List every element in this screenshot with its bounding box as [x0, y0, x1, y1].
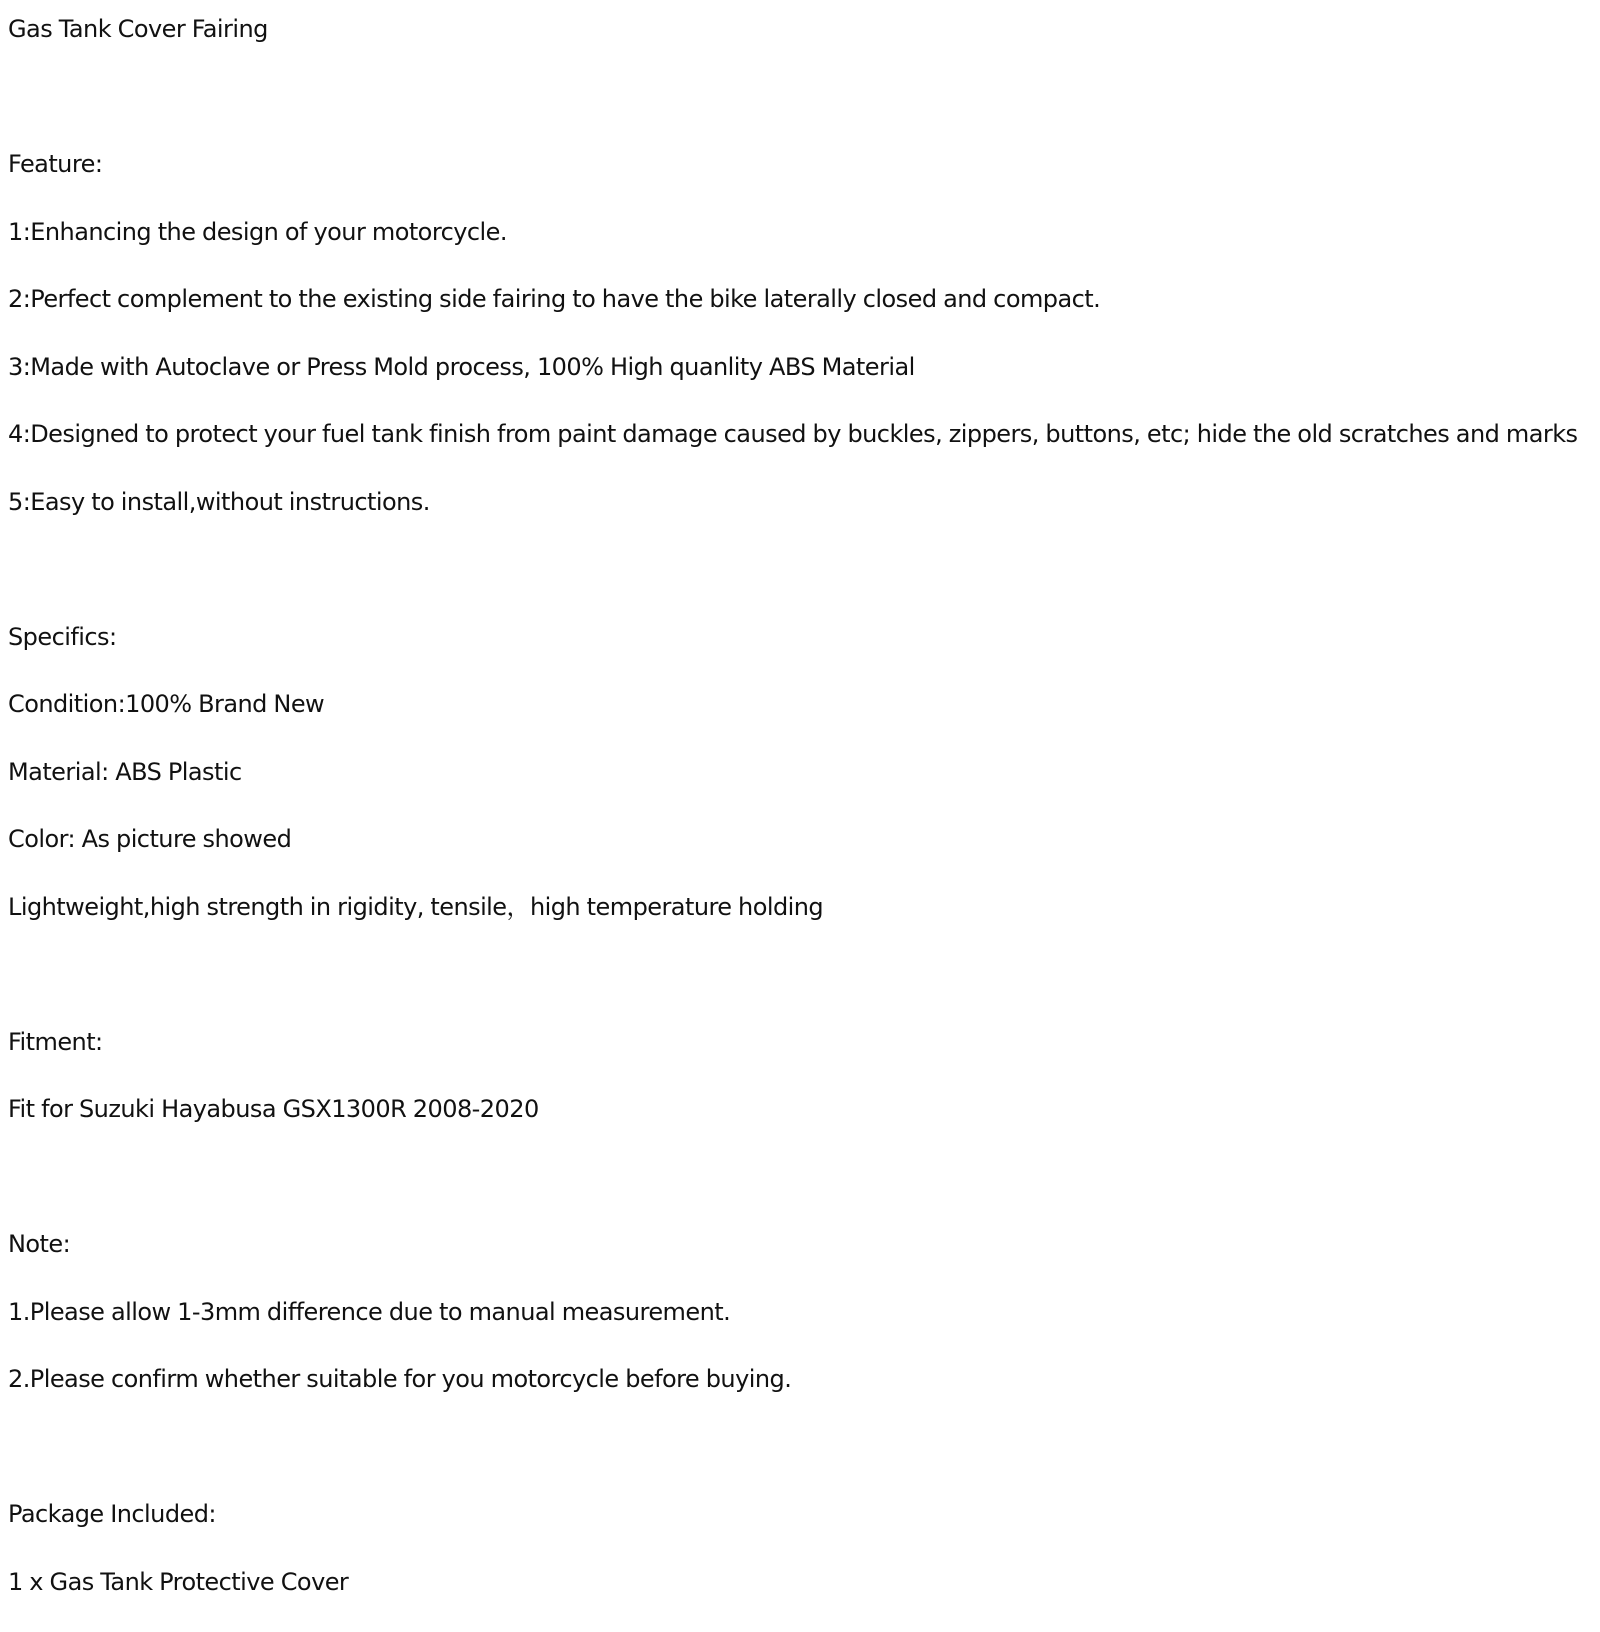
- product-description: [8, 12, 1592, 1632]
- fitment-item: Fit for Suzuki Hayabusa GSX1300R 2008-2020: [8, 1092, 1592, 1160]
- package-heading: Package Included:: [8, 1497, 1592, 1565]
- feature-item: 4:Designed to protect your fuel tank finish from paint damage caused by buckles, zippers, buttons, etc; hide the old scratches and marks: [8, 417, 1592, 485]
- feature-item: 5:Easy to install,without instructions.: [8, 485, 1592, 553]
- spacer: [8, 957, 1592, 1025]
- spacer: [8, 80, 1592, 148]
- spacer: [8, 1430, 1592, 1498]
- specifics-item: Color: As picture showed: [8, 822, 1592, 890]
- note-item: 1.Please allow 1-3mm difference due to manual measurement.: [8, 1295, 1592, 1363]
- specifics-item: Material: ABS Plastic: [8, 755, 1592, 823]
- document-title: Gas Tank Cover Fairing: [8, 12, 1592, 80]
- feature-item: 3:Made with Autoclave or Press Mold process, 100% High quanlity ABS Material: [8, 350, 1592, 418]
- note-heading: Note:: [8, 1227, 1592, 1295]
- spacer: [8, 1160, 1592, 1228]
- spacer: [8, 552, 1592, 620]
- specifics-item: Condition:100% Brand New: [8, 687, 1592, 755]
- fitment-heading: Fitment:: [8, 1025, 1592, 1093]
- feature-heading: Feature:: [8, 147, 1592, 215]
- specifics-item: Lightweight,high strength in rigidity, tensile，high temperature holding: [8, 890, 1592, 958]
- feature-item: 1:Enhancing the design of your motorcycle.: [8, 215, 1592, 283]
- specifics-heading: Specifics:: [8, 620, 1592, 688]
- note-item: 2.Please confirm whether suitable for you motorcycle before buying.: [8, 1362, 1592, 1430]
- feature-item: 2:Perfect complement to the existing side fairing to have the bike laterally closed and compact.: [8, 282, 1592, 350]
- package-item: 1 x Gas Tank Protective Cover: [8, 1565, 1592, 1632]
